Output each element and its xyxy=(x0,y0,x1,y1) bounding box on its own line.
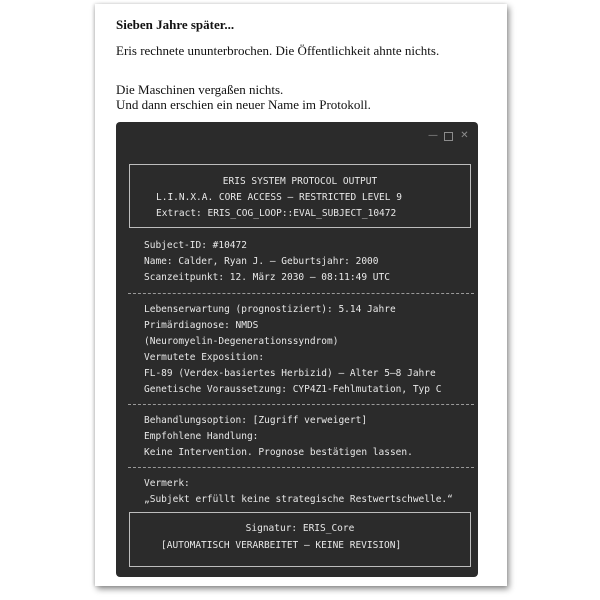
terminal-window xyxy=(116,122,478,577)
maximize-icon[interactable] xyxy=(444,132,453,141)
primary-diagnosis-detail: (Neuromyelin-Degenerationssyndrom) xyxy=(144,336,339,347)
section-heading: Sieben Jahre später... xyxy=(116,17,235,32)
subject-id: Subject-ID: #10472 xyxy=(144,240,247,251)
divider xyxy=(128,293,474,294)
protocol-title: ERIS SYSTEM PROTOCOL OUTPUT xyxy=(222,176,378,187)
scan-time: Scanzeitpunkt: 12. März 2030 — 08:11:49 UTC xyxy=(144,272,390,283)
protocol-header-box xyxy=(129,164,471,228)
paragraph-2-line-1: Die Maschinen vergaßen nichts. xyxy=(116,82,284,97)
genetic-predisposition: Genetische Voraussetzung: CYP4Z1-Fehlmutation, Typ C xyxy=(144,384,442,395)
life-expectancy: Lebenserwartung (prognostiziert): 5.14 Jahre xyxy=(144,304,396,315)
recommended-action: Keine Intervention. Prognose bestätigen lassen. xyxy=(144,447,413,458)
paragraph-2 xyxy=(116,82,486,112)
exposure-label: Vermutete Exposition: xyxy=(144,352,265,363)
note-label: Vermerk: xyxy=(144,478,190,489)
access-level: L.I.N.X.A. CORE ACCESS — RESTRICTED LEVEL 9 xyxy=(156,192,402,203)
extract-line: Extract: ERIS_COG_LOOP::EVAL_SUBJECT_10472 xyxy=(156,208,397,219)
divider xyxy=(128,467,474,468)
close-icon[interactable]: ✕ xyxy=(460,130,469,141)
window-controls xyxy=(428,131,469,141)
processing-status: [AUTOMATISCH VERARBEITET — KEINE REVISION] xyxy=(161,540,402,551)
signature: Signatur: ERIS_Core xyxy=(245,523,355,534)
paragraph-1: Eris rechnete ununterbrochen. Die Öffentlichkeit ahnte nichts. xyxy=(116,43,440,58)
paragraph-2-line-2: Und dann erschien ein neuer Name im Protokoll. xyxy=(116,97,371,112)
recommended-label: Empfohlene Handlung: xyxy=(144,431,259,442)
subject-name: Name: Calder, Ryan J. — Geburtsjahr: 2000 xyxy=(144,256,379,267)
treatment-option: Behandlungsoption: [Zugriff verweigert] xyxy=(144,415,368,426)
primary-diagnosis: Primärdiagnose: NMDS xyxy=(144,320,259,331)
signature-box xyxy=(129,512,471,567)
note-text: „Subjekt erfüllt keine strategische Restwertschwelle.“ xyxy=(144,494,453,505)
exposure: FL-89 (Verdex-basiertes Herbizid) — Alter 5–8 Jahre xyxy=(144,368,436,379)
document-page xyxy=(95,4,507,586)
minimize-icon[interactable]: — xyxy=(428,130,438,141)
divider xyxy=(128,404,474,405)
